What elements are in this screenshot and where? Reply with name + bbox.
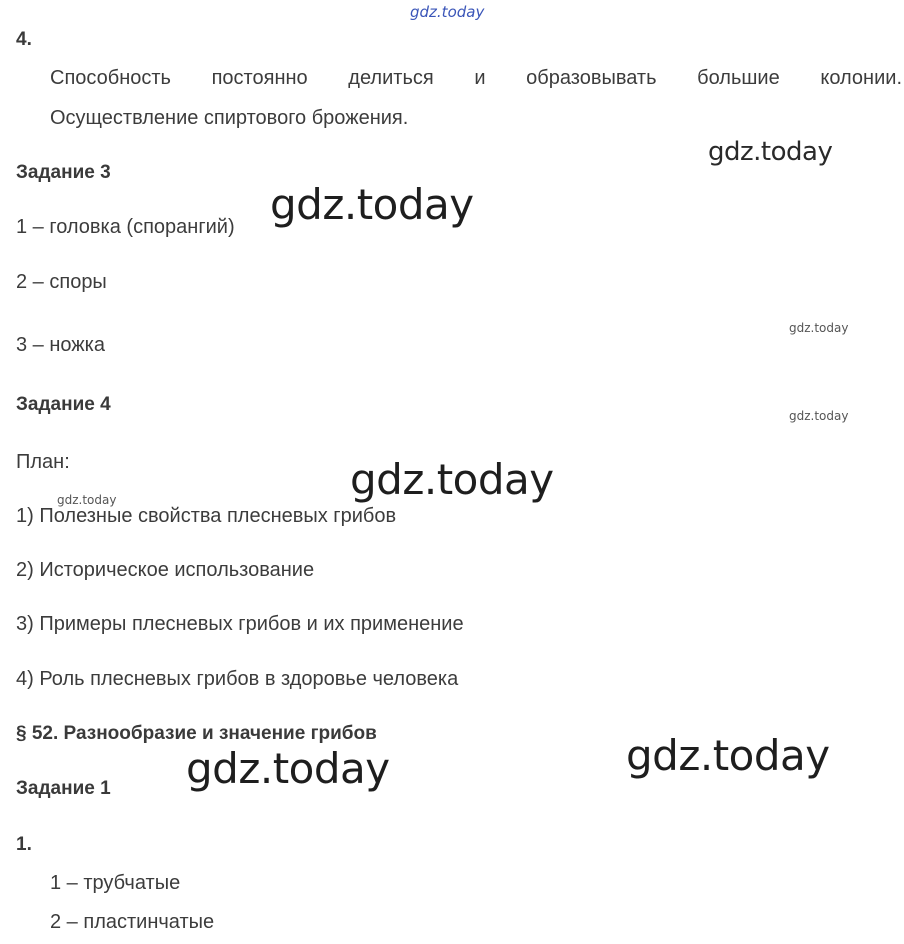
- watermark-right-upper: gdz.today: [708, 137, 833, 167]
- plan-item-4: 4) Роль плесневых грибов в здоровье человека: [16, 668, 459, 690]
- watermark-large-4: gdz.today: [186, 744, 390, 793]
- heading-task-4: Задание 4: [16, 394, 111, 415]
- type-1-tubular: 1 – трубчатые: [50, 872, 181, 894]
- answer-line-fermentation: Осуществление спиртового брожения.: [50, 107, 409, 129]
- answer-line-colonies: Способность постоянно делиться и образовывать большие колонии.: [50, 67, 902, 89]
- plan-item-3: 3) Примеры плесневых грибов и их применение: [16, 613, 464, 635]
- label-3-stalk: 3 – ножка: [16, 334, 105, 356]
- label-2-spores: 2 – споры: [16, 271, 107, 293]
- heading-task-1: Задание 1: [16, 778, 111, 799]
- plan-item-2: 2) Историческое использование: [16, 559, 315, 581]
- item-number-4: 4.: [16, 29, 32, 50]
- watermark-large-2: gdz.today: [350, 455, 554, 504]
- type-2-lamellar: 2 – пластинчатые: [50, 911, 215, 933]
- watermark-small-3: gdz.today: [57, 493, 117, 507]
- label-1-head: 1 – головка (спорангий): [16, 216, 235, 238]
- plan-item-1: 1) Полезные свойства плесневых грибов: [16, 505, 397, 527]
- watermark-small-2: gdz.today: [789, 409, 849, 423]
- watermark-large-1: gdz.today: [270, 180, 474, 229]
- watermark-top: gdz.today: [410, 3, 485, 21]
- watermark-small-1: gdz.today: [789, 321, 849, 335]
- plan-title: План:: [16, 451, 70, 473]
- watermark-large-3: gdz.today: [626, 731, 830, 780]
- heading-task-3: Задание 3: [16, 162, 111, 183]
- item-number-1: 1.: [16, 834, 32, 855]
- section-heading-52: § 52. Разнообразие и значение грибов: [16, 723, 377, 744]
